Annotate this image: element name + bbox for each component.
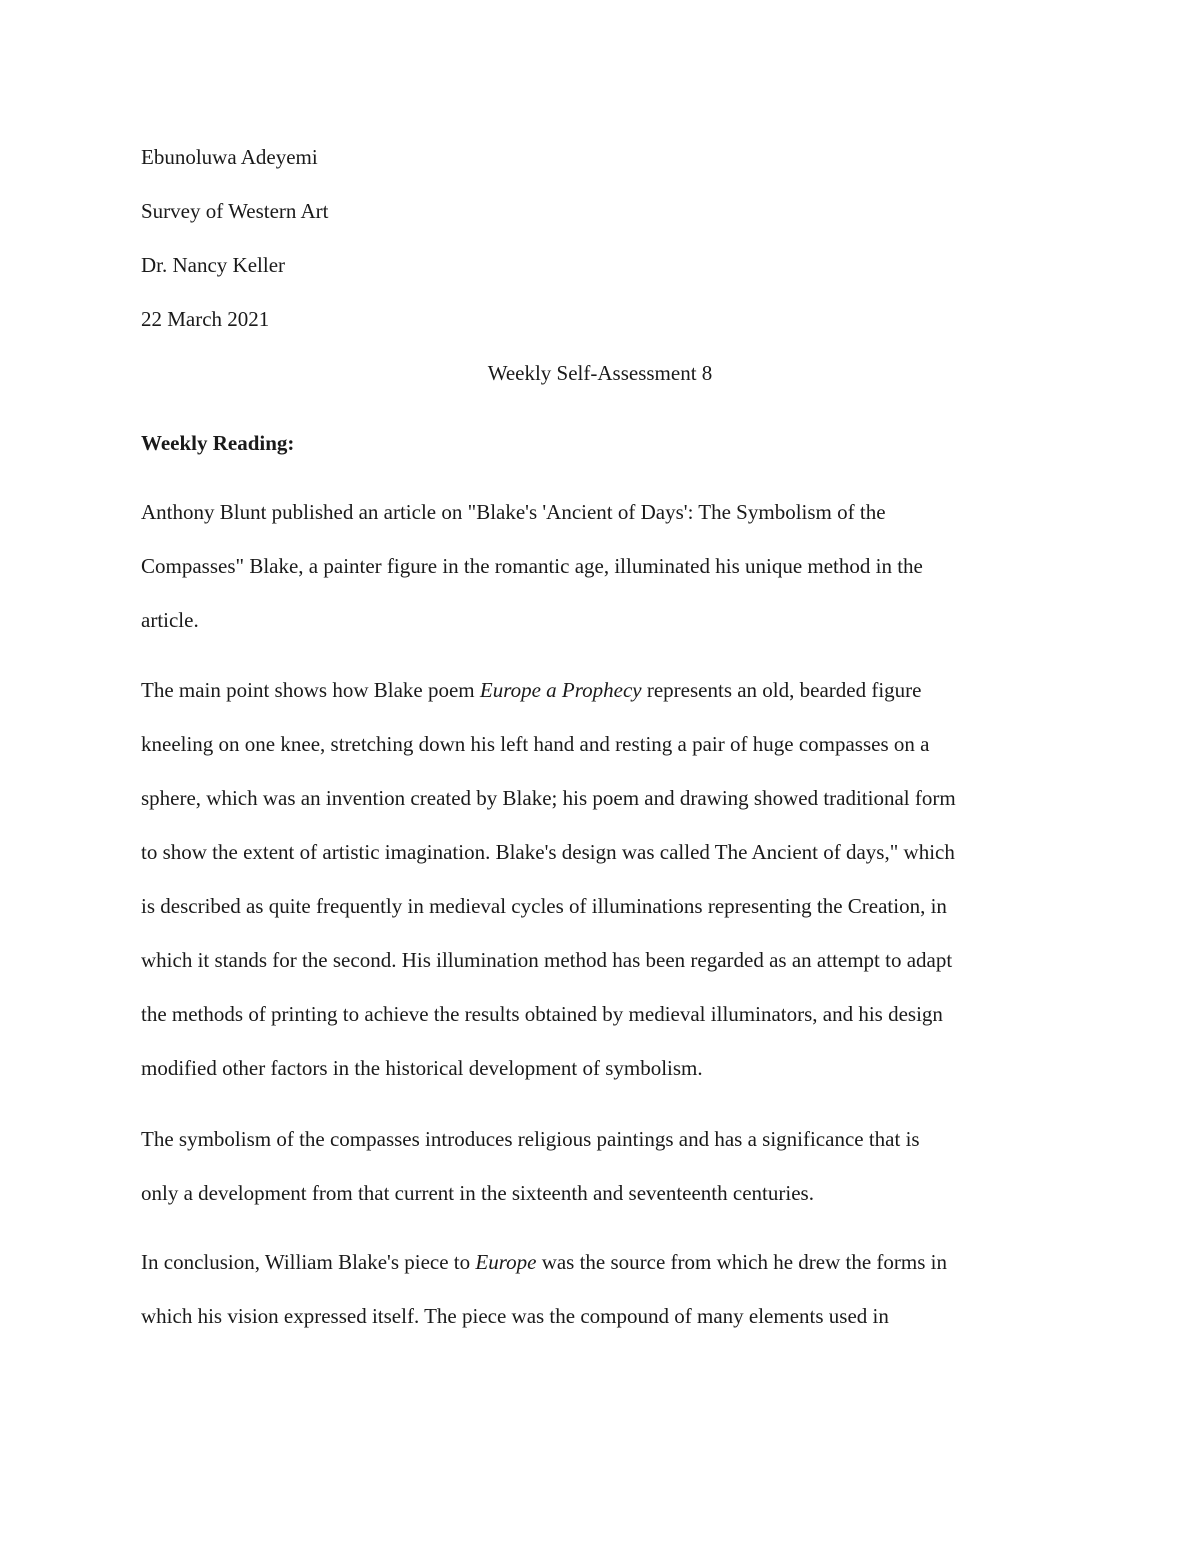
paragraph-line: Compasses" Blake, a painter figure in the romantic age, illuminated his unique method in the (141, 554, 923, 578)
poem-title: Europe a Prophecy (479, 678, 642, 702)
paragraph-line: article. (141, 608, 199, 632)
paragraph-line: Anthony Blunt published an article on "Blake's 'Ancient of Days': The Symbolism of the (141, 500, 886, 524)
text-run: was the source from which he drew the forms in (536, 1250, 947, 1274)
paragraph-line: which his vision expressed itself. The piece was the compound of many elements used in (141, 1304, 889, 1328)
instructor-name: Dr. Nancy Keller (141, 253, 286, 277)
paragraph-3 (141, 1112, 1066, 1220)
work-title: Europe (475, 1250, 537, 1274)
paragraph-line (141, 663, 1066, 717)
paragraph-line: sphere, which was an invention created by Blake; his poem and drawing showed traditional form (141, 786, 956, 810)
paragraph-2 (141, 663, 1066, 1095)
section-heading: Weekly Reading: (141, 431, 295, 455)
paragraph-4 (141, 1235, 1066, 1343)
document-title: Weekly Self-Assessment 8 (487, 361, 713, 385)
text-run: In conclusion, William Blake's piece to (141, 1250, 476, 1274)
submission-date: 22 March 2021 (141, 307, 270, 331)
paragraph-line: modified other factors in the historical development of symbolism. (141, 1056, 703, 1080)
paragraph-line: is described as quite frequently in medieval cycles of illuminations representing the Creation, in (141, 894, 947, 918)
paragraph-line: to show the extent of artistic imagination. Blake's design was called The Ancient of days," which (141, 840, 955, 864)
author-name: Ebunoluwa Adeyemi (141, 145, 318, 169)
paragraph-1 (141, 485, 1066, 647)
text-run: represents an old, bearded figure (641, 678, 922, 702)
text-run: The main point shows how Blake poem (141, 678, 480, 702)
paragraph-line: which it stands for the second. His illumination method has been regarded as an attempt to adapt (141, 948, 953, 972)
paragraph-line: only a development from that current in the sixteenth and seventeenth centuries. (141, 1181, 814, 1205)
course-name: Survey of Western Art (141, 199, 329, 223)
paragraph-line: the methods of printing to achieve the results obtained by medieval illuminators, and his design (141, 1002, 943, 1026)
paragraph-line (141, 1235, 1066, 1289)
paragraph-line: kneeling on one knee, stretching down his left hand and resting a pair of huge compasses on a (141, 732, 930, 756)
paragraph-line: The symbolism of the compasses introduces religious paintings and has a significance that is (141, 1127, 920, 1151)
